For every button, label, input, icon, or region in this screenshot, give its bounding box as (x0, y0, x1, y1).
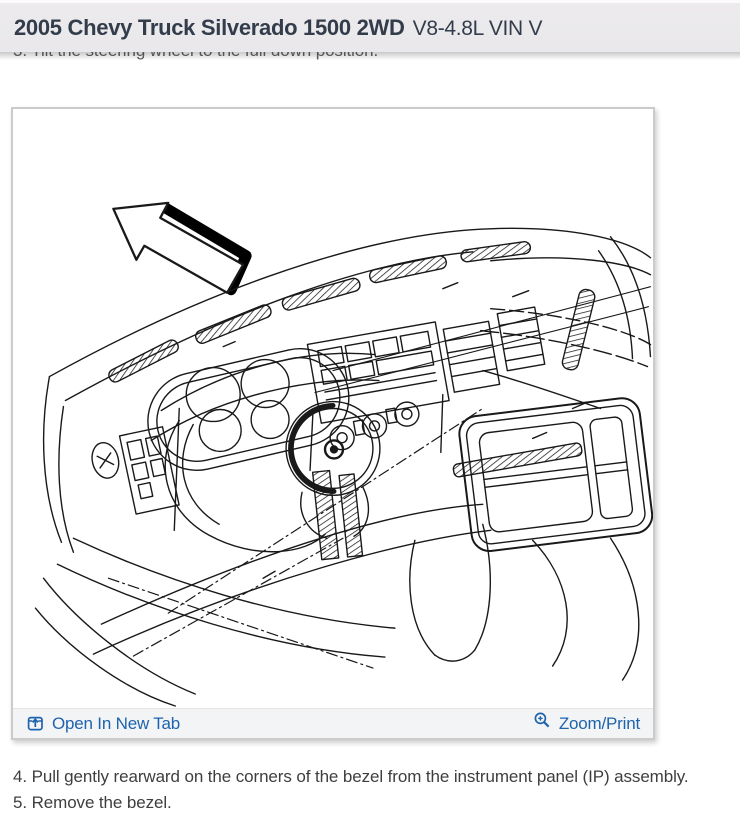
procedure-steps (13, 764, 689, 816)
zoom-icon (533, 711, 551, 729)
vehicle-engine-subtitle: V8-4.8L VIN V (412, 16, 543, 40)
zoom-print-label: Zoom/Print (558, 713, 640, 733)
ip-bezel-diagram (13, 109, 653, 708)
defroster-vents (107, 241, 596, 478)
zoom-print-link[interactable] (533, 714, 640, 734)
step-5-text: 5. Remove the bezel. (13, 793, 172, 812)
center-stack (307, 322, 454, 453)
vehicle-title: 2005 Chevy Truck Silverado 1500 2WD (14, 14, 405, 40)
direction-arrow-icon (113, 203, 246, 293)
step-4-text: 4. Pull gently rearward on the corners of the bezel from the instrument panel (IP) assembly. (13, 767, 689, 786)
page-header (0, 0, 740, 52)
open-in-new-tab-icon (27, 715, 44, 732)
open-in-new-tab-label: Open In New Tab (52, 713, 181, 733)
page-title (14, 15, 542, 41)
open-in-new-tab-link[interactable] (27, 714, 180, 734)
ip-bezel (457, 396, 653, 553)
diagram-frame (11, 107, 655, 740)
diagram-toolbar (13, 708, 653, 738)
diagram-image (13, 109, 653, 708)
